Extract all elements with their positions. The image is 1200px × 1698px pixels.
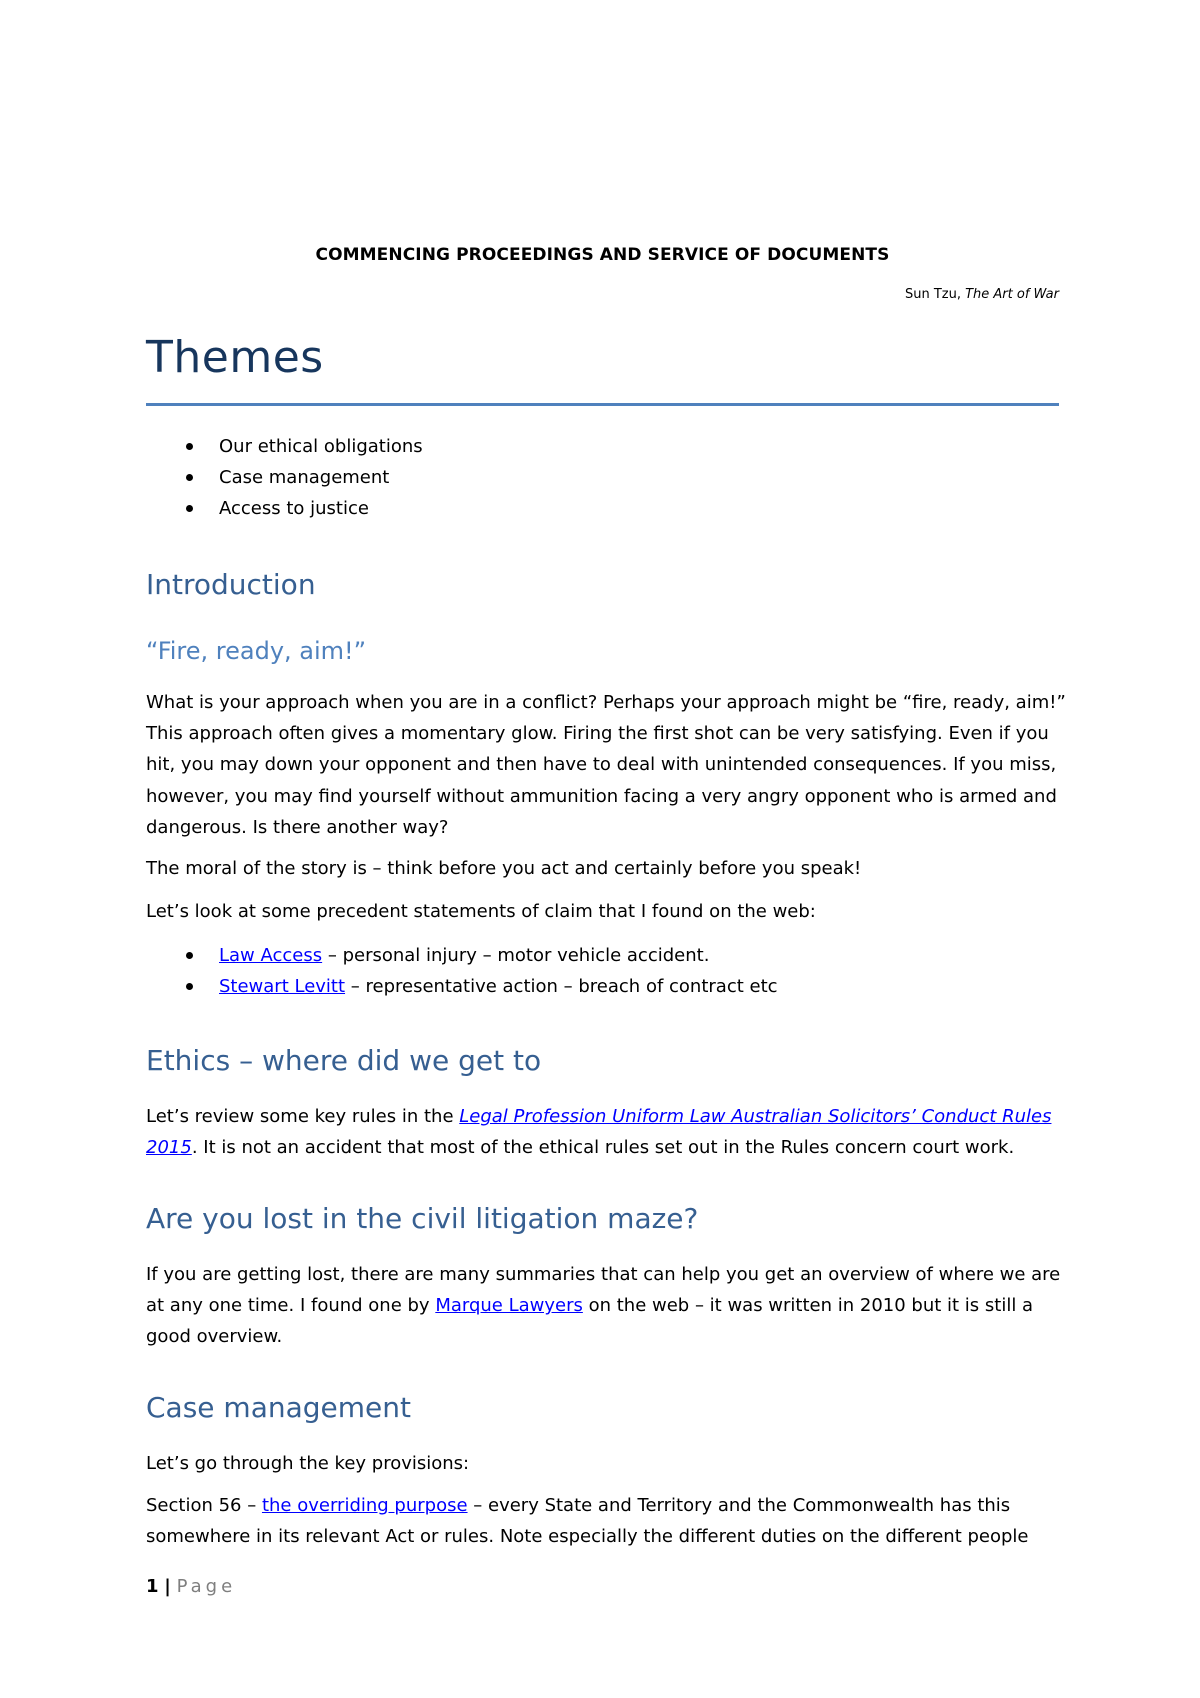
page-label: Page xyxy=(176,1576,237,1597)
ethics-paragraph: Let’s review some key rules in the Legal Profession Uniform Law Australian Solicitors’ Conduct Rules 2015. It is not an accident that most of the ethical rules set out in the Rules concern court work. xyxy=(146,1106,1052,1159)
overriding-purpose-link[interactable]: the overriding purpose xyxy=(261,1495,468,1516)
list-item: Case management xyxy=(146,466,1059,497)
introduction-heading: Introduction xyxy=(146,568,316,601)
epigraph-work: The Art of War xyxy=(965,287,1059,302)
list-item: Our ethical obligations xyxy=(146,435,1059,466)
themes-list xyxy=(146,435,1059,528)
introduction-subheading: “Fire, ready, aim!” xyxy=(146,637,367,665)
title-underline-rule xyxy=(146,403,1059,406)
precedent-links-list xyxy=(146,944,1059,1006)
bullet-icon xyxy=(186,443,193,450)
themes-heading: Themes xyxy=(146,332,324,383)
page-number: 1 xyxy=(146,1576,159,1597)
precedents-intro-paragraph: Let’s look at some precedent statements of claim that I found on the web: xyxy=(146,901,816,922)
ethics-heading: Ethics – where did we get to xyxy=(146,1044,542,1077)
epigraph-author: Sun Tzu, xyxy=(904,287,966,302)
conduct-rules-link[interactable]: Legal Profession Uniform Law Australian Solicitors’ Conduct Rules 2015 xyxy=(146,1106,1052,1159)
moral-paragraph: The moral of the story is – think before you act and certainly before you speak! xyxy=(146,858,862,879)
list-item: Law Access – personal injury – motor vehicle accident. xyxy=(146,944,1059,975)
section-56-paragraph: Section 56 – the overriding purpose – every State and Territory and the Commonwealth has this somewhere in its relevant Act or rules. Note especially the different duties on the different people xyxy=(146,1495,1029,1548)
bullet-icon xyxy=(186,983,193,990)
document-title: COMMENCING PROCEEDINGS AND SERVICE OF DOCUMENTS xyxy=(315,245,890,265)
law-access-link[interactable]: Law Access xyxy=(219,945,323,966)
case-management-heading: Case management xyxy=(146,1391,411,1424)
bullet-icon xyxy=(186,952,193,959)
maze-paragraph: If you are getting lost, there are many summaries that can help you get an overview of where we are at any one time. I found one by Marque Lawyers on the web – it was written in 2010 but it is still a good overview. xyxy=(146,1264,1061,1348)
introduction-paragraph: What is your approach when you are in a conflict? Perhaps your approach might be “fire, ready, aim!” This approach often gives a momentary glow. Firing the first shot can be very satisfying. Even if you hit, you may down your opponent and then have to deal with unintended consequences. If you miss, however, you may find yourself without ammunition facing a very angry opponent who is armed and dangerous. Is there another way? xyxy=(146,692,1066,838)
list-item: Stewart Levitt – representative action – breach of contract etc xyxy=(146,975,1059,1006)
footer-separator: | xyxy=(164,1576,171,1597)
marque-lawyers-link[interactable]: Marque Lawyers xyxy=(435,1295,583,1317)
case-management-intro: Let’s go through the key provisions: xyxy=(146,1453,470,1474)
bullet-icon xyxy=(186,474,193,481)
maze-heading: Are you lost in the civil litigation maze? xyxy=(146,1202,699,1235)
stewart-levitt-link[interactable]: Stewart Levitt xyxy=(219,976,346,997)
bullet-icon xyxy=(186,505,193,512)
epigraph xyxy=(146,287,1059,302)
page-footer xyxy=(146,1576,236,1597)
list-item: Access to justice xyxy=(146,497,1059,528)
